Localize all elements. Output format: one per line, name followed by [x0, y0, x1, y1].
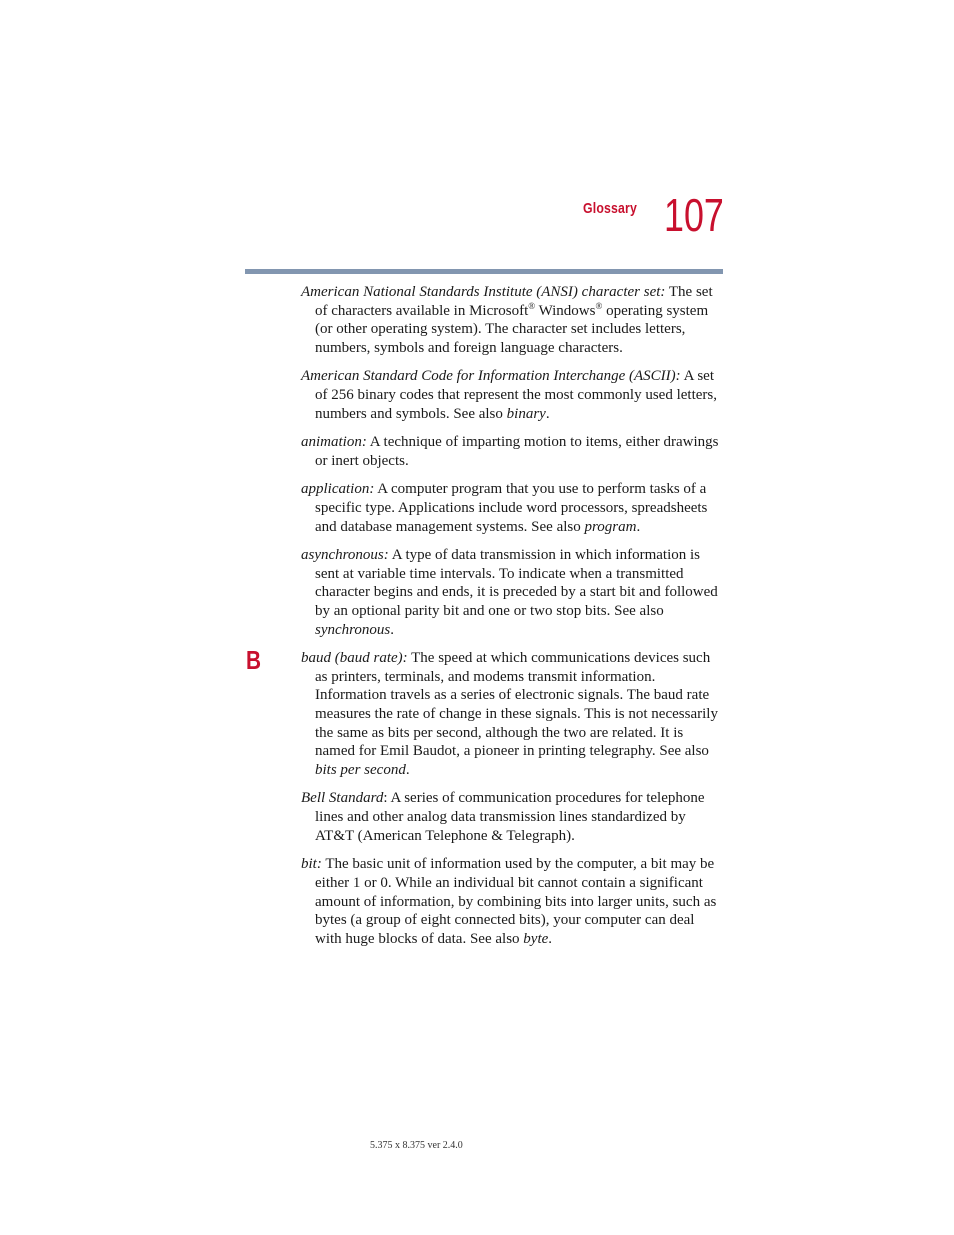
section-title: Glossary [583, 200, 637, 217]
glossary-entry-animation [301, 433, 721, 470]
registered-mark: ® [595, 300, 603, 311]
entry-text: : A series of communication procedures for telephone lines and other analog data transmission lines standardized by AT&T (American Telephone & Telegraph). [315, 790, 705, 844]
entry-end: . [548, 930, 553, 947]
entry-cross-reference: program [584, 518, 637, 535]
glossary-entry-ascii [301, 367, 721, 423]
entry-end: . [545, 405, 550, 422]
entry-cross-reference: byte [523, 930, 549, 947]
entry-text: The speed at which communications devices such as printers, terminals, and modems transmit information. Information travels as a series of electronic signals. The baud rate measures the rate of change in these signals. This is not necessarily the same as bits per second, although the two are related. It is named for Emil Baudot, a pioneer in printing telegraphy. See also [315, 649, 718, 760]
entry-cross-reference: bits per second [315, 762, 406, 779]
page-number: 107 [664, 189, 724, 241]
entry-text: A type of data transmission in which information is sent at variable time intervals. To indicate when a transmitted character begins and ends, it is preceded by a start bit and followed by an optional parity bit and one or two stop bits. See also [315, 546, 718, 619]
entry-text: The basic unit of information used by the computer, a bit may be either 1 or 0. While an individual bit cannot contain a significant amount of information, by combining bits into larger units, such as bytes (a group of eight connected bits), your computer can deal with huge blocks of data. See also [315, 856, 717, 947]
glossary-entries [301, 283, 721, 958]
entry-text: A computer program that you use to perform tasks of a specific type. Applications include word processors, spreadsheets and database management systems. See also [315, 481, 708, 535]
glossary-entry-application [301, 480, 721, 536]
entry-cross-reference: synchronous [315, 621, 391, 638]
glossary-entry-bit [301, 855, 721, 949]
entry-term: American Standard Code for Information Interchange (ASCII): [301, 368, 681, 385]
entry-text: A set of 256 binary codes that represent the most commonly used letters, numbers and symbols. See also [315, 368, 717, 422]
entry-text: operating system (or other operating system). The character set includes letters, numbers, symbols and foreign language characters. [315, 302, 709, 357]
entry-term: baud (baud rate): [301, 649, 408, 666]
registered-mark: ® [528, 300, 536, 311]
entry-end: . [390, 621, 395, 638]
entry-term: animation: [301, 434, 367, 451]
entry-term: asynchronous: [301, 546, 389, 563]
glossary-entry-ansi [301, 283, 721, 358]
glossary-entry-bell-standard [301, 789, 721, 845]
entry-cross-reference: binary [506, 405, 546, 422]
glossary-entry-baud [301, 649, 721, 780]
entry-term: American National Standards Institute (ANSI) character set: [301, 284, 666, 300]
version-footer: 5.375 x 8.375 ver 2.4.0 [370, 1140, 463, 1151]
glossary-entry-asynchronous [301, 546, 721, 640]
header-divider [245, 269, 723, 274]
entry-end: . [636, 518, 641, 535]
entry-term: application: [301, 481, 375, 498]
entry-term: Bell Standard [301, 790, 384, 807]
section-letter-marker: B [246, 645, 262, 675]
entry-text: A technique of imparting motion to items, either drawings or inert objects. [315, 434, 719, 469]
entry-text: Windows [535, 302, 596, 319]
entry-end: . [405, 762, 410, 779]
entry-text: The set of characters available in Microsoft [315, 284, 713, 319]
entry-term: bit: [301, 856, 322, 873]
